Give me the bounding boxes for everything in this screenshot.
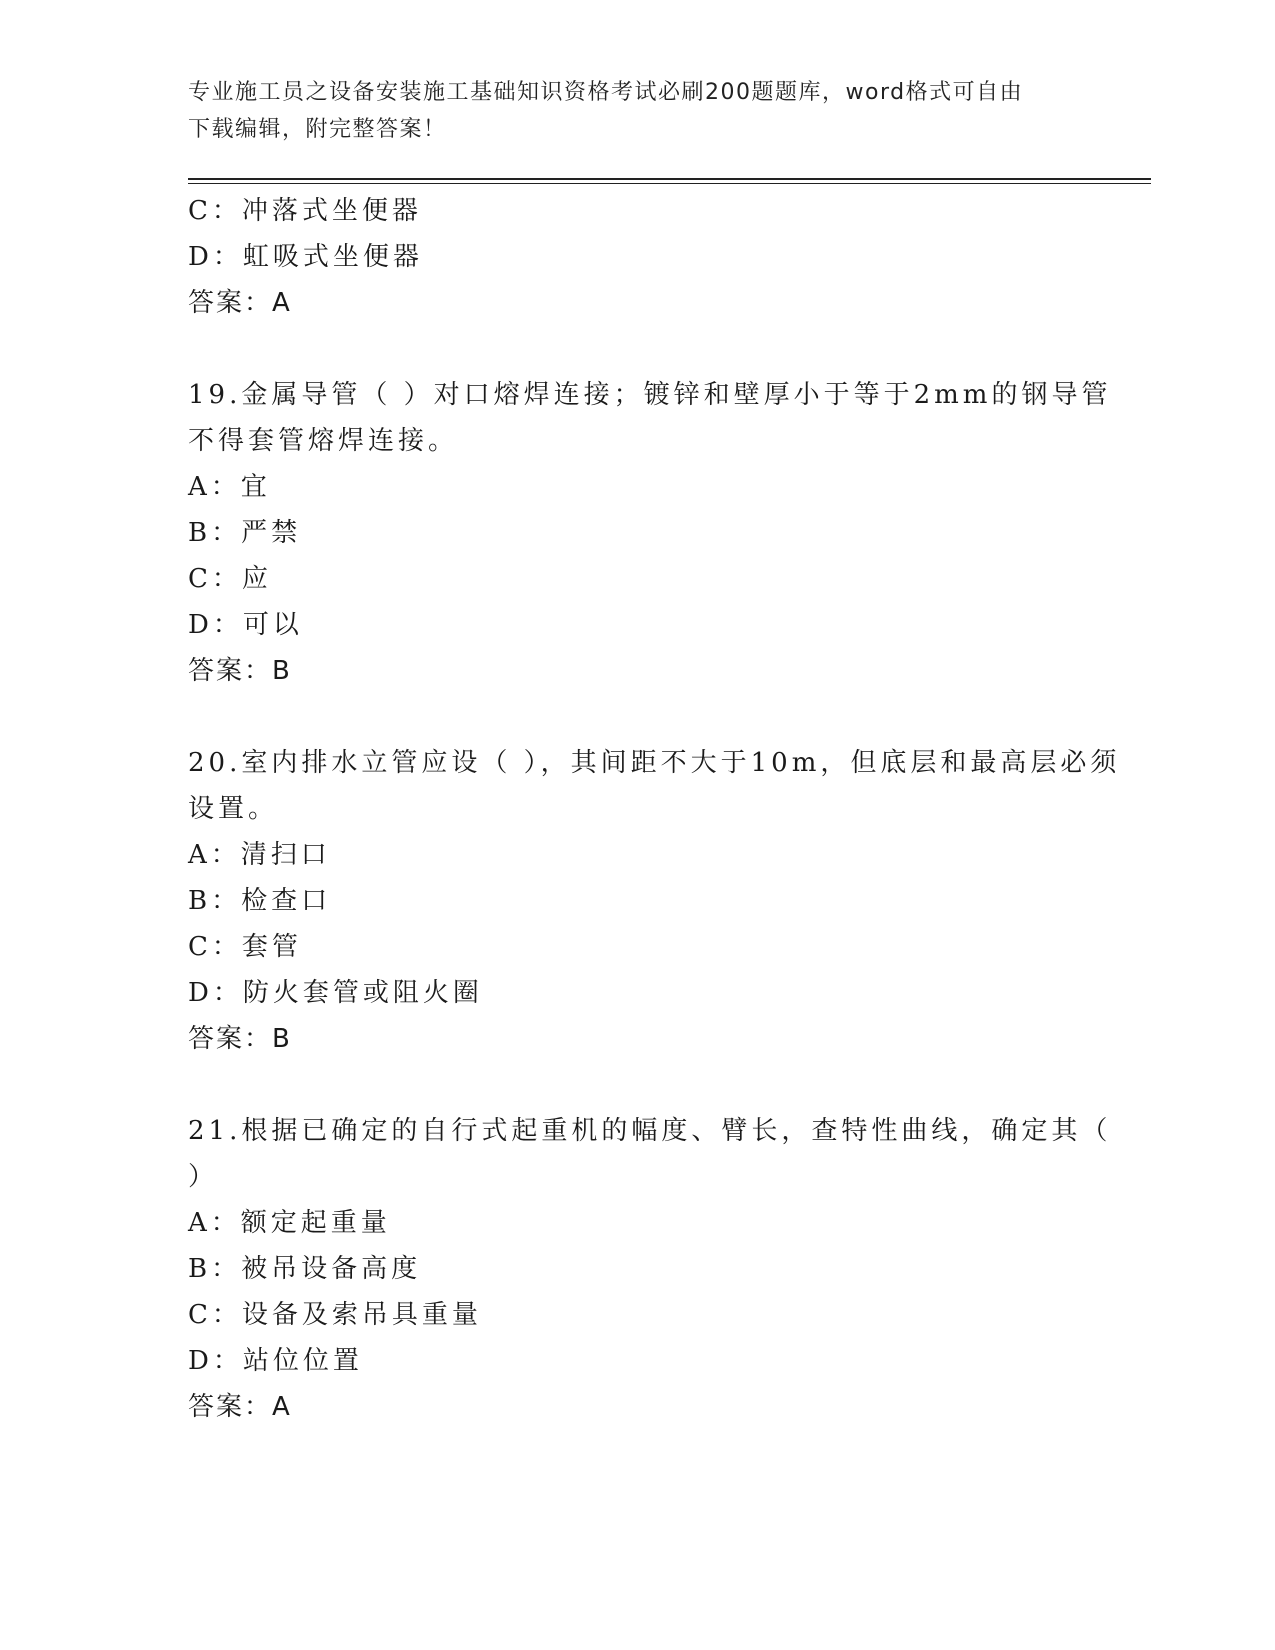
answer-line: 答案：A xyxy=(188,1392,292,1422)
answer-line: 答案：B xyxy=(188,656,292,686)
question-19 xyxy=(188,372,1112,694)
header-divider-thin xyxy=(188,183,1151,184)
option-c: C：套管 xyxy=(188,932,302,962)
option-b: B：检查口 xyxy=(188,886,332,916)
option-d: D：可以 xyxy=(188,610,303,640)
question-18-continued xyxy=(188,188,1088,326)
option-a: A：清扫口 xyxy=(188,840,331,870)
option-d: D：站位位置 xyxy=(188,1346,363,1376)
option-c: C：冲落式坐便器 xyxy=(188,196,422,226)
option-d: D：虹吸式坐便器 xyxy=(188,242,423,272)
option-b: B：严禁 xyxy=(188,518,302,548)
question-stem-line-2: ） xyxy=(188,1162,219,1192)
question-stem-line-1: 21.根据已确定的自行式起重机的幅度、臂长，查特性曲线，确定其（ xyxy=(188,1116,1112,1146)
answer-line: 答案：B xyxy=(188,1024,292,1054)
question-21 xyxy=(188,1108,1112,1430)
document-header xyxy=(188,74,1078,148)
spacer xyxy=(188,1062,1088,1108)
question-stem-line-1: 20.室内排水立管应设（ ），其间距不大于10m，但底层和最高层必须 xyxy=(188,748,1121,778)
option-c: C：设备及索吊具重量 xyxy=(188,1300,482,1330)
spacer xyxy=(188,694,1088,740)
answer-line: 答案：A xyxy=(188,288,292,318)
option-b: B：被吊设备高度 xyxy=(188,1254,422,1284)
question-stem-line-1: 19.金属导管（ ）对口熔焊连接；镀锌和壁厚小于等于2mm的钢导管 xyxy=(188,380,1112,410)
option-a: A：宜 xyxy=(188,472,271,502)
option-c: C：应 xyxy=(188,564,272,594)
option-d: D：防火套管或阻火圈 xyxy=(188,978,483,1008)
question-stem-line-2: 设置。 xyxy=(188,794,279,824)
header-line-2: 下载编辑，附完整答案！ xyxy=(188,117,447,142)
question-stem-line-2: 不得套管熔焊连接。 xyxy=(188,426,459,456)
question-list xyxy=(188,188,1121,1430)
header-divider-thick xyxy=(188,178,1151,180)
option-a: A：额定起重量 xyxy=(188,1208,391,1238)
question-20 xyxy=(188,740,1121,1062)
header-line-1: 专业施工员之设备安装施工基础知识资格考试必刷200题题库，word格式可自由 xyxy=(188,80,1024,105)
spacer xyxy=(188,326,1088,372)
